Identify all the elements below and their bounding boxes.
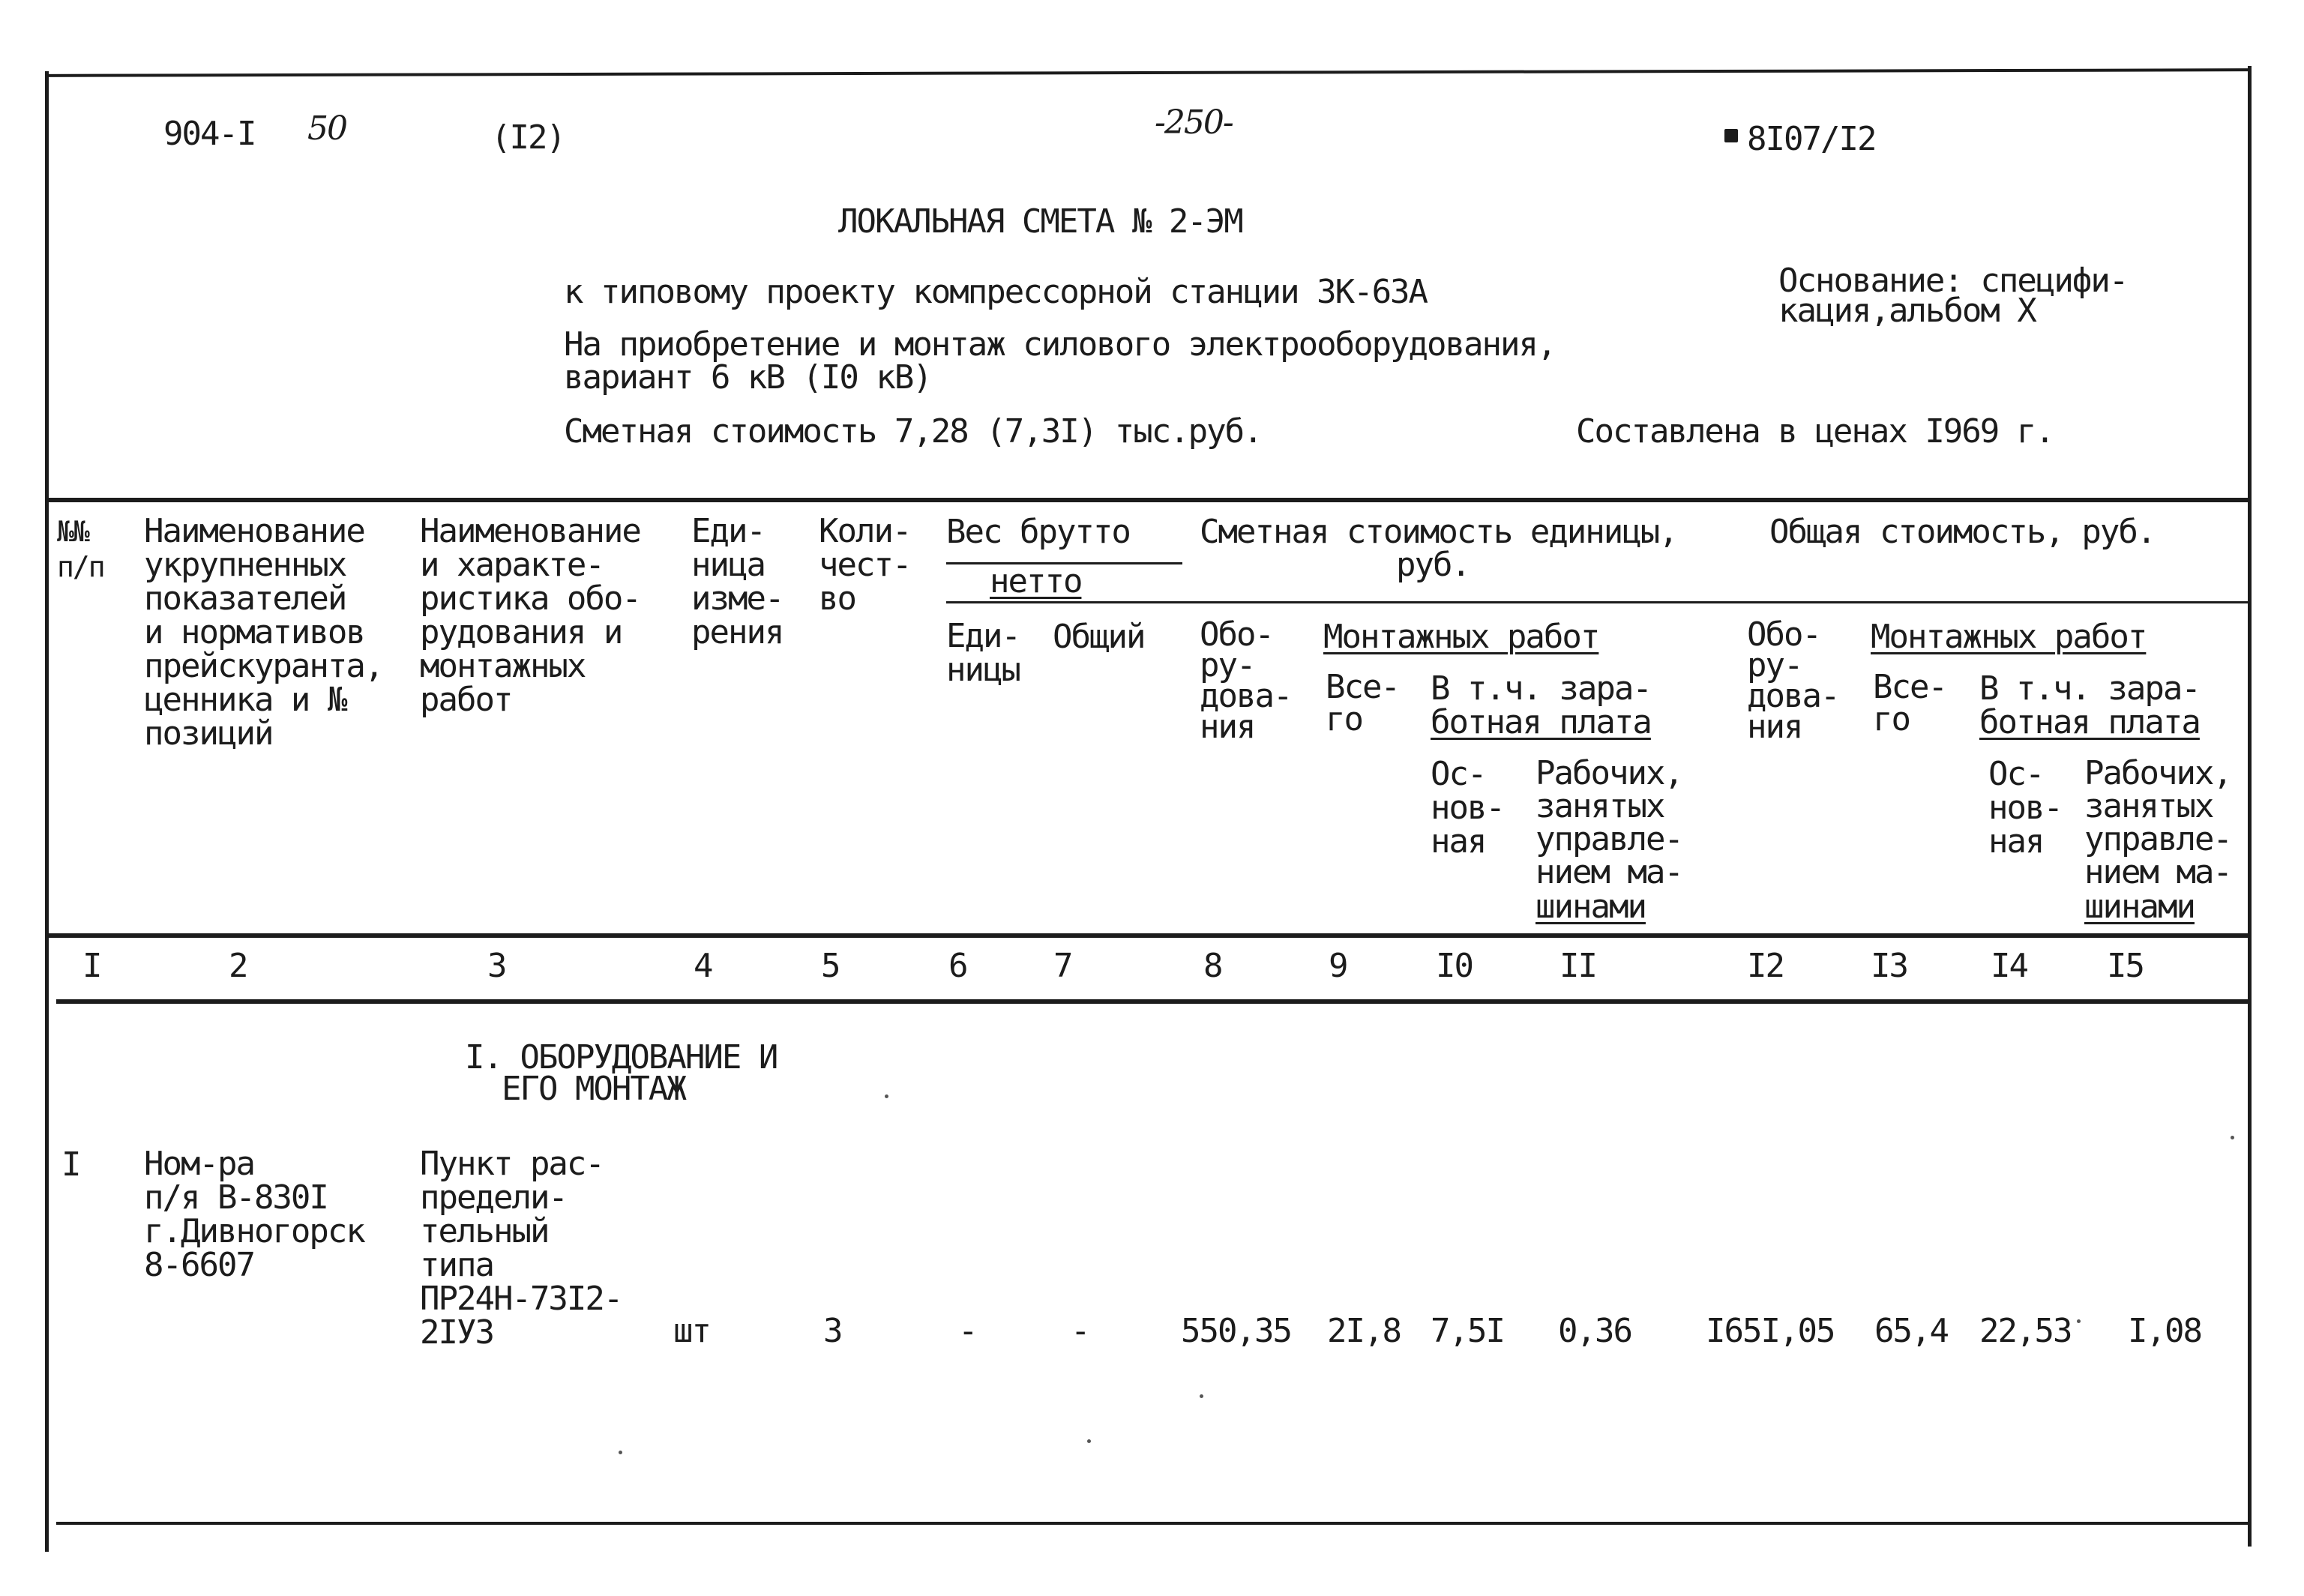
project-line: к типовому проекту компрессорной станции ЗК-63А	[564, 273, 1428, 311]
section-title: I. ОБОРУДОВАНИЕ И ЕГО МОНТАЖ	[465, 1038, 777, 1108]
row-unit: шт	[673, 1312, 710, 1350]
basis-note: Основание: специфи- кация,альбом X	[1778, 262, 2128, 330]
header-col-qty: Коли- чест- во	[819, 512, 911, 618]
header-total-equipment: Обо- ру- дова- ния	[1747, 615, 1839, 746]
row-weight-unit: -	[958, 1312, 977, 1350]
column-number: I4	[1991, 947, 2027, 985]
row-total-mounting-all: 65,4	[1874, 1312, 1948, 1350]
row-unit-mounting-all: 2I,8	[1327, 1312, 1401, 1350]
frame-top	[45, 68, 2251, 77]
column-number: 6	[948, 947, 967, 985]
column-number: 9	[1329, 947, 1347, 985]
row-weight-total: -	[1071, 1312, 1089, 1350]
header-total-cost: Общая стоимость, руб.	[1769, 513, 2156, 551]
purpose-line: На приобретение и монтаж силового электрооборудования, вариант 6 кВ (I0 кВ)	[564, 325, 1556, 397]
scan-speck	[2077, 1319, 2081, 1323]
column-number: 5	[821, 947, 840, 985]
header-total-basic: Ос- нов- ная	[1988, 755, 2062, 861]
header-col-reference: Наименование укрупненных показателей и нормативов прейскуранта, ценника и № позиций	[144, 512, 383, 753]
row-qty: 3	[823, 1312, 842, 1350]
header-unit-cost: Сметная стоимость единицы,	[1200, 513, 1677, 551]
estimate-title: ЛОКАЛЬНАЯ СМЕТА № 2-ЭМ	[838, 202, 1242, 241]
estimate-cost: Сметная стоимость 7,28 (7,3I) тыс.руб.	[564, 412, 1262, 451]
frame-right	[2248, 66, 2252, 1547]
scan-speck	[1087, 1439, 1091, 1443]
scan-speck	[2231, 1136, 2234, 1139]
header-total-incl-wages: В т.ч. зара-	[1979, 669, 2200, 708]
column-number: 8	[1203, 947, 1222, 985]
header-total-all: Все- го	[1873, 668, 1946, 738]
number-sign-icon	[1724, 129, 1738, 142]
column-number: I5	[2107, 947, 2144, 985]
header-weight-total: Общий	[1053, 618, 1145, 656]
header-unit-wages: ботная плата	[1431, 703, 1651, 741]
header-weight-unit: Еди- ницы	[946, 617, 1020, 689]
row-reference: Ном-ра п/я В-830I г.Дивногорск 8-6607	[144, 1145, 364, 1284]
header-col-unit: Еди- ница изме- рения	[691, 512, 783, 651]
row-unit-wages-basic: 7,5I	[1431, 1312, 1504, 1350]
scan-speck	[619, 1451, 622, 1454]
header-weight-netto: нетто	[990, 562, 1082, 600]
column-number: I0	[1436, 947, 1473, 985]
header-doc-number: 8I07/I2	[1747, 120, 1876, 158]
header-col-number: №№ п/п	[57, 515, 104, 583]
row-total-equipment: I65I,05	[1706, 1312, 1835, 1350]
header-unit-incl-wages: В т.ч. зара-	[1431, 669, 1651, 708]
column-number: I	[82, 947, 101, 985]
header-unit-workers: Рабочих, занятых управле- нием ма-	[1536, 754, 1682, 891]
table-top-rule	[46, 498, 2248, 502]
header-total-mounting: Монтажных работ	[1871, 618, 2147, 656]
row-total-wages-workers: I,08	[2128, 1312, 2201, 1350]
cost-subheader-rule	[946, 601, 2248, 603]
colnum-top-rule	[46, 933, 2248, 938]
frame-left	[45, 71, 49, 1552]
colnum-bottom-rule	[56, 999, 2248, 1004]
header-unit-equipment: Обо- ру- дова- ния	[1200, 615, 1292, 746]
header-total-wages: ботная плата	[1979, 703, 2200, 741]
header-total-workers-last: шинами	[2084, 888, 2195, 926]
header-col-name: Наименование и характе- ристика обо- рудования и монтажных работ	[420, 512, 640, 719]
header-unit-all: Все- го	[1326, 668, 1399, 738]
scan-speck	[1200, 1394, 1203, 1398]
header-page-number: -250-	[1155, 103, 1233, 142]
header-code: 904-I	[163, 115, 256, 153]
column-number: 4	[694, 947, 712, 985]
row-total-wages-basic: 22,53	[1979, 1312, 2072, 1350]
header-sheet-handwritten: 50	[307, 109, 346, 148]
header-total-workers: Рабочих, занятых управле- нием ма-	[2084, 754, 2231, 891]
column-number: 7	[1053, 947, 1072, 985]
column-number: 3	[487, 947, 506, 985]
header-unit-basic: Ос- нов- ная	[1431, 755, 1504, 861]
frame-bottom	[56, 1522, 2249, 1525]
header-weight-brutto: Вес брутто	[946, 513, 1130, 551]
column-number: I3	[1871, 947, 1907, 985]
row-number: I	[61, 1145, 80, 1184]
header-unit-mounting: Монтажных работ	[1323, 618, 1599, 656]
column-number: II	[1559, 947, 1596, 985]
scan-speck	[885, 1094, 888, 1098]
price-year: Составлена в ценах I969 г.	[1576, 412, 2054, 451]
row-unit-wages-workers: 0,36	[1558, 1312, 1631, 1350]
column-number: I2	[1747, 947, 1784, 985]
column-number: 2	[229, 947, 247, 985]
header-unit-cost-rub: руб.	[1396, 546, 1470, 584]
row-name: Пункт рас- предели- тельный типа ПР24Н-73I2- 2IУ3	[420, 1145, 622, 1352]
header-issue: (I2)	[491, 118, 565, 157]
header-unit-workers-last: шинами	[1536, 888, 1646, 926]
row-unit-equipment: 550,35	[1181, 1312, 1291, 1350]
